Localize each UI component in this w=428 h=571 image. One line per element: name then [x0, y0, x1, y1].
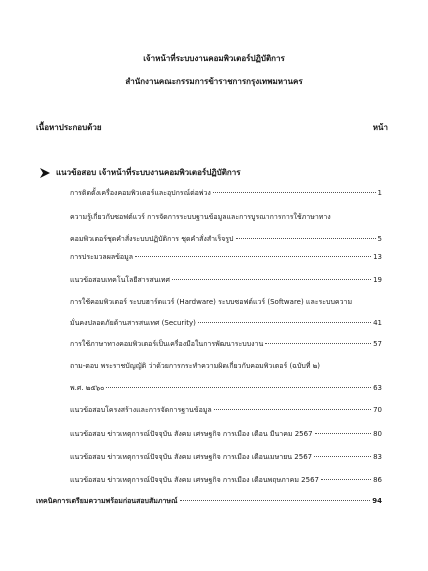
toc-entry-label-line1: ถาม-ตอบ พระราชบัญญัติ ว่าด้วยการกระทำความผิดเกี่ยวกับคอมพิวเตอร์ (ฉบับที่ ๒) [70, 362, 321, 370]
toc-entry [70, 452, 382, 463]
toc-entry-page: 19 [373, 276, 382, 284]
toc-entry-label: คอมพิวเตอร์ชุดคำสั่งระบบปฏิบัติการ ชุดคำสั่งสำเร็จรูป [70, 235, 234, 243]
dot-leader [315, 433, 372, 434]
document-subtitle: สำนักงานคณะกรรมการข้าราชการกรุงเทพมหานคร [125, 77, 303, 86]
toc-entry-label: มั่นคงปลอดภัยด้านสารสนเทศ (Security) [70, 319, 196, 327]
toc-entry-page: 80 [373, 430, 382, 438]
toc-entry-label: แนวข้อสอบเทคโนโลยีสารสนเทศ [70, 276, 170, 284]
toc-entry-label: แนวข้อสอบ ข่าวเหตุการณ์ปัจจุบัน สังคม เศรษฐกิจ การเมือง เดือนเมษายน 2567 [70, 453, 313, 461]
dot-leader [198, 322, 371, 323]
page-column-label: หน้า [372, 123, 388, 132]
toc-entry [70, 339, 382, 350]
toc-entry [70, 475, 382, 486]
toc-entry-label: พ.ศ. ๒๕๖๐ [70, 384, 105, 392]
toc-entry [70, 383, 382, 394]
toc-entry-label: การติดตั้งเครื่องคอมพิวเตอร์และอุปกรณ์ต่อพ่วง [70, 189, 211, 197]
toc-entry-page: 70 [373, 406, 382, 414]
dot-leader [314, 456, 371, 457]
document-title: เจ้าหน้าที่ระบบงานคอมพิวเตอร์ปฏิบัติการ [143, 54, 285, 63]
toc-entry-label: แนวข้อสอบ ข่าวเหตุการณ์ปัจจุบัน สังคม เศรษฐกิจ การเมือง เดือน มีนาคม 2567 [70, 430, 313, 438]
toc-header [36, 121, 388, 134]
toc-entry [70, 429, 382, 440]
dot-leader [236, 238, 376, 239]
toc-entry-label-line1: การใช้คอมพิวเตอร์ ระบบฮาร์ดแวร์ (Hardware) ระบบซอฟต์แวร์ (Software) และระบบความ [70, 298, 353, 306]
toc-entry-page: 1 [377, 189, 382, 197]
toc-entry [70, 318, 382, 329]
section-heading-text: แนวข้อสอบ เจ้าหน้าที่ระบบงานคอมพิวเตอร์ปฏิบัติการ [56, 168, 241, 177]
toc-final-entry [36, 496, 382, 507]
toc-entry-page: 57 [373, 340, 382, 348]
section-heading [40, 166, 241, 179]
toc-entry-page: 86 [373, 476, 382, 484]
toc-entry-label-line1: ความรู้เกี่ยวกับซอฟต์แวร์ การจัดการระบบฐานข้อมูลและการบูรณาการการใช้ภาษาทาง [70, 213, 331, 221]
toc-entry-page: 41 [373, 319, 382, 327]
toc-entry-label: แนวข้อสอบ ข่าวเหตุการณ์ปัจจุบัน สังคม เศรษฐกิจ การเมือง เดือนพฤษภาคม 2567 [70, 476, 319, 484]
toc-entry [70, 275, 382, 286]
toc-entry-page: 63 [373, 384, 382, 392]
toc-entry-page: 5 [377, 235, 382, 243]
toc-entry-page: 13 [373, 253, 382, 261]
toc-entry-page: 94 [372, 497, 382, 505]
dot-leader [265, 343, 371, 344]
toc-entry [70, 405, 382, 416]
toc-entry [70, 234, 382, 245]
toc-entry [70, 188, 382, 199]
dot-leader [106, 387, 371, 388]
dot-leader [172, 279, 371, 280]
toc-entry-label: การใช้ภาษาทางคอมพิวเตอร์เป็นเครื่องมือในการพัฒนาระบบงาน [70, 340, 264, 348]
toc-entry [70, 252, 382, 263]
toc-entry-label: การประมวลผลข้อมูล [70, 253, 134, 261]
toc-entry-label: แนวข้อสอบโครงสร้างและการจัดการฐานข้อมูล [70, 406, 212, 414]
toc-entry-label: เทคนิคการเตรียมความพร้อมก่อนสอบสัมภาษณ์ [36, 497, 178, 505]
arrow-bullet-icon [40, 168, 50, 178]
dot-leader [214, 409, 371, 410]
dot-leader [321, 479, 371, 480]
content-column-label: เนื้อหาประกอบด้วย [36, 123, 102, 132]
dot-leader [135, 256, 371, 257]
toc-entry-page: 83 [373, 453, 382, 461]
dot-leader [213, 192, 376, 193]
dot-leader [180, 500, 371, 501]
